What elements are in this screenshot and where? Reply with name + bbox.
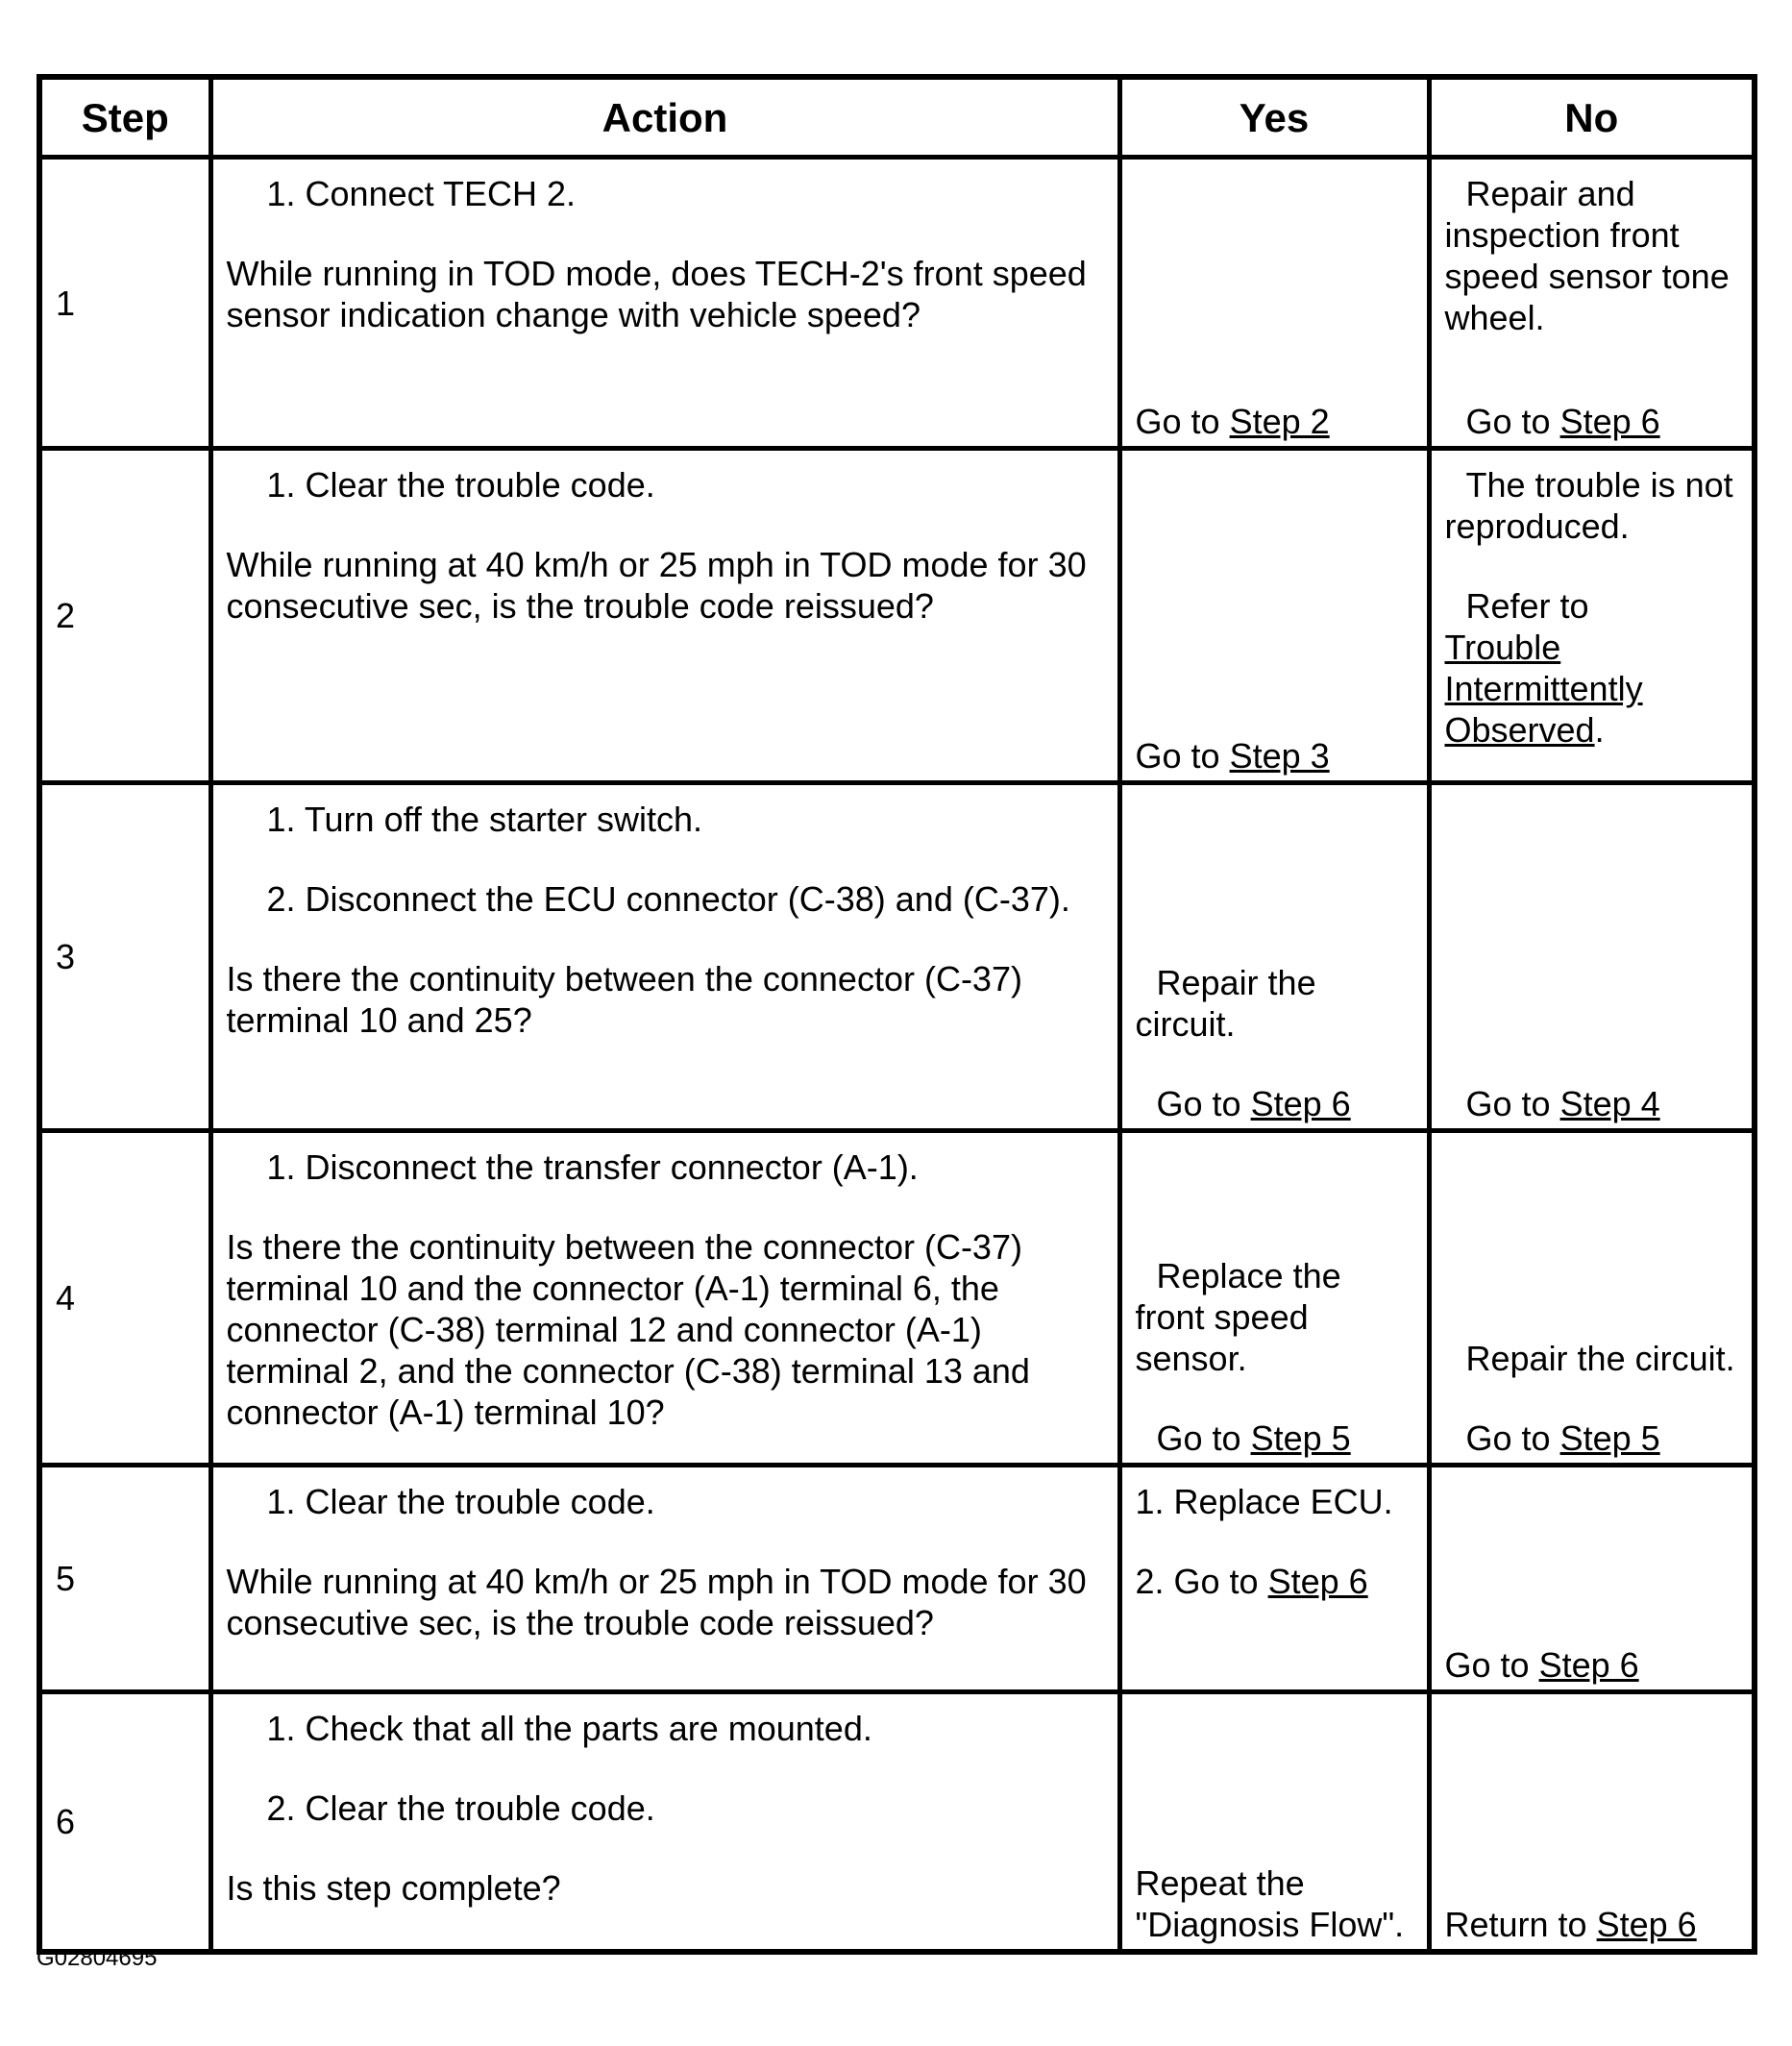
yes-item: 1. Replace ECU.: [1135, 1482, 1393, 1521]
step-link[interactable]: Step 2: [1229, 402, 1330, 441]
action-cell: [210, 449, 1119, 783]
header-action: Action: [210, 77, 1119, 158]
action-step: 1. Connect TECH 2.: [266, 174, 576, 213]
action-cell: [210, 1131, 1119, 1466]
diagnosis-table: [37, 74, 1757, 1955]
step-link[interactable]: Step 6: [1596, 1905, 1697, 1944]
refer-prefix: Refer to: [1465, 586, 1589, 626]
action-question: Is this step complete?: [226, 1868, 561, 1908]
action-step: 2. Disconnect the ECU connector (C-38) and (C-37).: [266, 879, 1070, 919]
goto-prefix: Return to: [1444, 1905, 1597, 1944]
yes-cell: [1119, 1131, 1429, 1466]
action-question: While running at 40 km/h or 25 mph in TOD mode for 30 consecutive sec, is the trouble code reissued?: [226, 545, 1087, 626]
action-step: 1. Disconnect the transfer connector (A-1).: [266, 1147, 919, 1187]
goto-prefix: Go to: [1156, 1084, 1251, 1123]
no-cell: [1429, 783, 1755, 1131]
table-row: [39, 1466, 1755, 1692]
action-question: While running in TOD mode, does TECH-2's front speed sensor indication change with vehicle speed?: [226, 254, 1087, 334]
step-link[interactable]: Step 6: [1267, 1562, 1368, 1601]
no-cell: The trouble is not reproduced. Refer to Trouble Intermittently Observed.: [1429, 449, 1755, 783]
header-step: Step: [39, 77, 210, 158]
table-row: [39, 158, 1755, 449]
step-link[interactable]: Step 5: [1559, 1418, 1660, 1458]
trouble-intermittently-link[interactable]: Trouble Intermittently Observed: [1444, 628, 1643, 750]
yes-cell: [1119, 1466, 1429, 1692]
goto-prefix: Go to: [1465, 1418, 1560, 1458]
yes-text: Repeat the "Diagnosis Flow".: [1135, 1863, 1405, 1944]
action-step: 1. Check that all the parts are mounted.: [266, 1709, 872, 1748]
action-cell: [210, 1466, 1119, 1692]
step-link[interactable]: Step 6: [1250, 1084, 1351, 1123]
header-row: [39, 77, 1755, 158]
action-question: While running at 40 km/h or 25 mph in TOD mode for 30 consecutive sec, is the trouble code reissued?: [226, 1562, 1087, 1642]
step-number: 1: [39, 158, 210, 449]
goto-prefix: Go to: [1135, 402, 1230, 441]
action-question: Is there the continuity between the connector (C-37) terminal 10 and the connector (A-1) terminal 6, the connector (C-38) terminal 12 and connector (A-1) terminal 2, and the connector (C-38) terminal 13 and connector (A-1) terminal 10?: [226, 1227, 1030, 1432]
goto-prefix: Go to: [1135, 736, 1230, 776]
header-no: No: [1429, 77, 1755, 158]
step-number: 2: [39, 449, 210, 783]
yes-cell: [1119, 158, 1429, 449]
step-link[interactable]: Step 5: [1250, 1418, 1351, 1458]
no-cell: [1429, 1692, 1755, 1953]
yes-cell: [1119, 1692, 1429, 1953]
table-row: [39, 1692, 1755, 1953]
yes-text: Repair the circuit.: [1135, 963, 1316, 1044]
step-link[interactable]: Step 6: [1559, 402, 1660, 441]
goto-prefix: 2. Go to: [1135, 1562, 1268, 1601]
table-row: [39, 783, 1755, 1131]
no-text: Repair the circuit.: [1465, 1339, 1735, 1378]
figure-id-caption: G02804695: [37, 1945, 158, 1971]
table-row: [39, 1131, 1755, 1466]
yes-text: Replace the front speed sensor.: [1135, 1256, 1341, 1378]
step-number: 5: [39, 1466, 210, 1692]
step-link[interactable]: Step 4: [1559, 1084, 1660, 1123]
step-number: 4: [39, 1131, 210, 1466]
action-cell: [210, 783, 1119, 1131]
no-cell: [1429, 1131, 1755, 1466]
step-link[interactable]: Step 6: [1538, 1645, 1639, 1685]
goto-prefix: Go to: [1156, 1418, 1251, 1458]
no-cell: [1429, 158, 1755, 449]
action-step: 2. Clear the trouble code.: [266, 1788, 655, 1828]
no-text: The trouble is not reproduced.: [1444, 465, 1733, 546]
action-step: 1. Clear the trouble code.: [266, 465, 655, 505]
step-number: 3: [39, 783, 210, 1131]
action-cell: [210, 1692, 1119, 1953]
action-question: Is there the continuity between the connector (C-37) terminal 10 and 25?: [226, 959, 1022, 1040]
goto-prefix: Go to: [1465, 402, 1560, 441]
action-cell: [210, 158, 1119, 449]
no-cell: [1429, 1466, 1755, 1692]
header-yes: Yes: [1119, 77, 1429, 158]
no-text: Repair and inspection front speed sensor tone wheel.: [1444, 174, 1730, 337]
yes-cell: [1119, 449, 1429, 783]
step-number: 6: [39, 1692, 210, 1953]
step-link[interactable]: Step 3: [1229, 736, 1330, 776]
action-step: 1. Turn off the starter switch.: [266, 800, 703, 839]
goto-prefix: Go to: [1465, 1084, 1560, 1123]
table-row: [39, 449, 1755, 783]
goto-prefix: Go to: [1444, 1645, 1539, 1685]
action-step: 1. Clear the trouble code.: [266, 1482, 655, 1521]
yes-cell: [1119, 783, 1429, 1131]
